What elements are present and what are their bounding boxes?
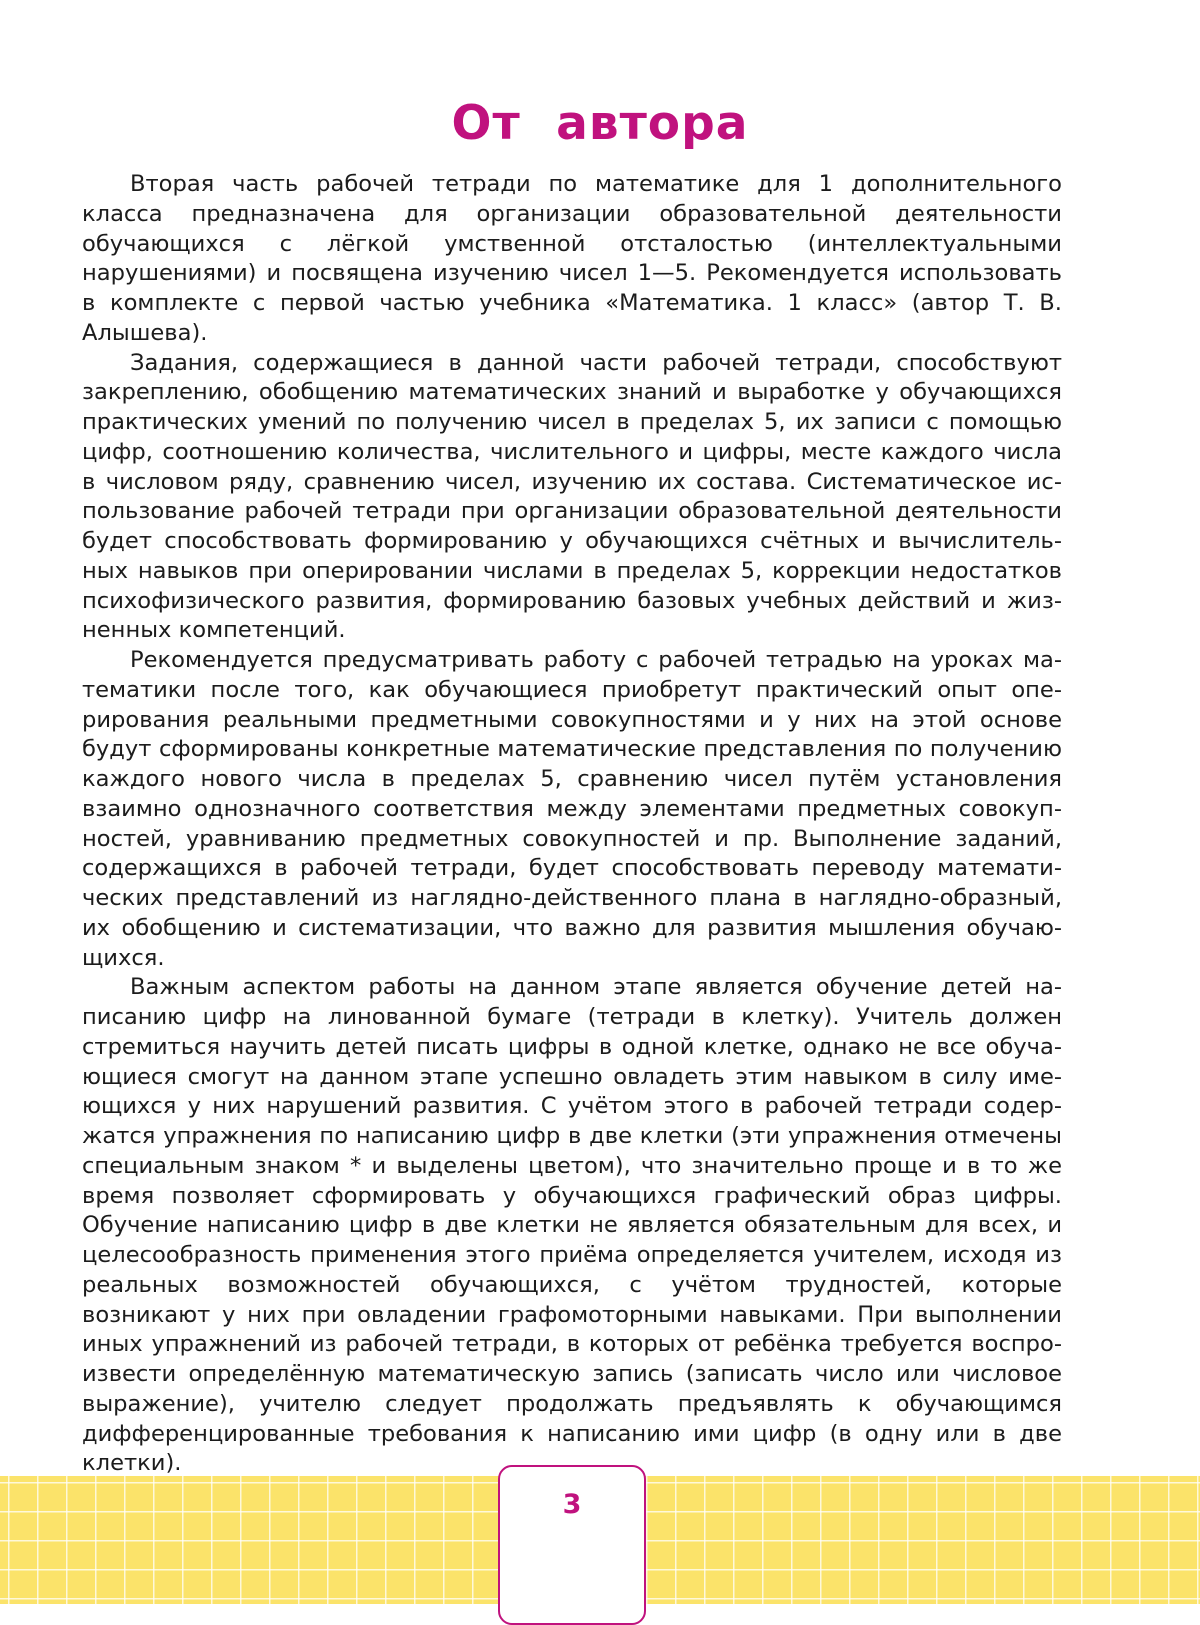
page-number: 3 — [562, 1489, 582, 1520]
paragraph-3: Рекомендуется предусматривать работу с рабочей тетрадью на уроках математики после того, как обучающиеся приобретут практический опыт оперирования реальными предметными совокупностями и у них на этой основе будут сформированы конкретные математические представления по получению каждого нового числа в пределах 5, сравнению чисел путём установления взаимно однозначного соответствия между элементами предметных совокупностей, уравниванию предметных совокупностей и пр. Выполнение заданий, содержащихся в рабочей тетради, будет способствовать переводу математических представлений из наглядно-действенного плана в наглядно-образный, их обобщению и систематизации, что важно для развития мышления обучающихся. — [82, 647, 1062, 971]
paragraph-2: Задания, содержащиеся в данной части рабочей тетради, способствуют закреплению, обобщению математических знаний и выработке у обучающихся практических умений по получению чисел в пределах 5, их записи с помощью цифр, соотношению количества, числительного и цифры, месте каждого числа в числовом ряду, сравнению чисел, изучению их состава. Систематическое использование рабочей тетради при организации образовательной деятельности будет способствовать формированию у обучающихся счётных и вычислительных навыков при оперировании числами в пределах 5, коррекции недостатков психофизического развития, формированию базовых учебных действий и жизненных компетенций. — [82, 349, 1062, 644]
page-title: От автора — [451, 96, 749, 151]
paragraph-4: Важным аспектом работы на данном этапе является обучение детей написанию цифр на линованной бумаге (тетради в клетку). Учитель должен стремиться научить детей писать цифры в одной клетке, однако не все обучающиеся смогут на данном этапе успешно овладеть этим навыком в силу имеющихся у них нарушений развития. С учётом этого в рабочей тетради содержатся упражнения по написанию цифр в две клетки (эти упражнения отмечены специальным знаком * и выделены цветом), что значительно проще и в то же время позволяет сформировать у обучающихся графический образ цифры. Обучение написанию цифр в две клетки не является обязательным для всех, и целесообразность применения этого приёма определяется учителем, исходя из реальных возможностей обучающихся, с учётом трудностей, которые возникают у них при овладении графомоторными навыками. При выполнении иных упражнений из рабочей тетради, в которых от ребёнка требуется воспроизвести определённую математическую запись (записать число или числовое выражение), учителю следует продолжать предъявлять к обучающимся дифференцированные требования к написанию ими цифр (в одну или в две клетки). — [82, 974, 1062, 1477]
page-number-tab — [498, 1465, 646, 1625]
body-text — [82, 170, 1062, 1479]
paragraph-1: Вторая часть рабочей тетради по математике для 1 дополнительного класса предназначена для организации образовательной деятельности обучающихся с лёгкой умственной отсталостью (интеллектуальными нарушениями) и посвящена изучению чисел 1—5. Рекомендуется использовать в комплекте с первой частью учебника «Математика. 1 класс» (автор Т. В. Алышева). — [82, 171, 1062, 346]
